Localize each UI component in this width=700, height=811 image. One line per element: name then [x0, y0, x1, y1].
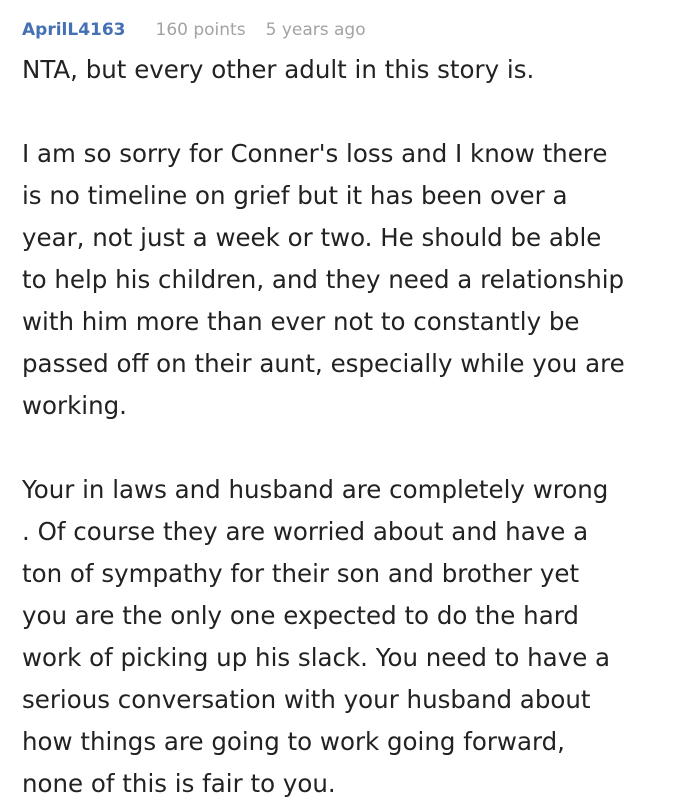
comment-body [22, 49, 682, 805]
comment [22, 0, 682, 805]
comment-paragraph-1: NTA, but every other adult in this story is. [22, 55, 535, 84]
comment-author-link[interactable]: AprilL4163 [22, 20, 126, 40]
comment-points: 160 points [155, 20, 246, 40]
comment-paragraph-3: Your in laws and husband are completely wrong . Of course they are worried about and have a ton of sympathy for their son and brother yet you are the only one expected to do the hard work of picking up his slack. You need to have a serious conversation with your husband about how things are going to work going forward, none of this is fair to you. [22, 475, 611, 798]
comment-paragraph-2: I am so sorry for Conner's loss and I know there is no timeline on grief but it has been over a year, not just a week or two. He should be able to help his children, and they need a relationship with him more than ever not to constantly be passed off on their aunt, especially while you are working. [22, 139, 625, 420]
comment-timestamp: 5 years ago [265, 20, 366, 40]
